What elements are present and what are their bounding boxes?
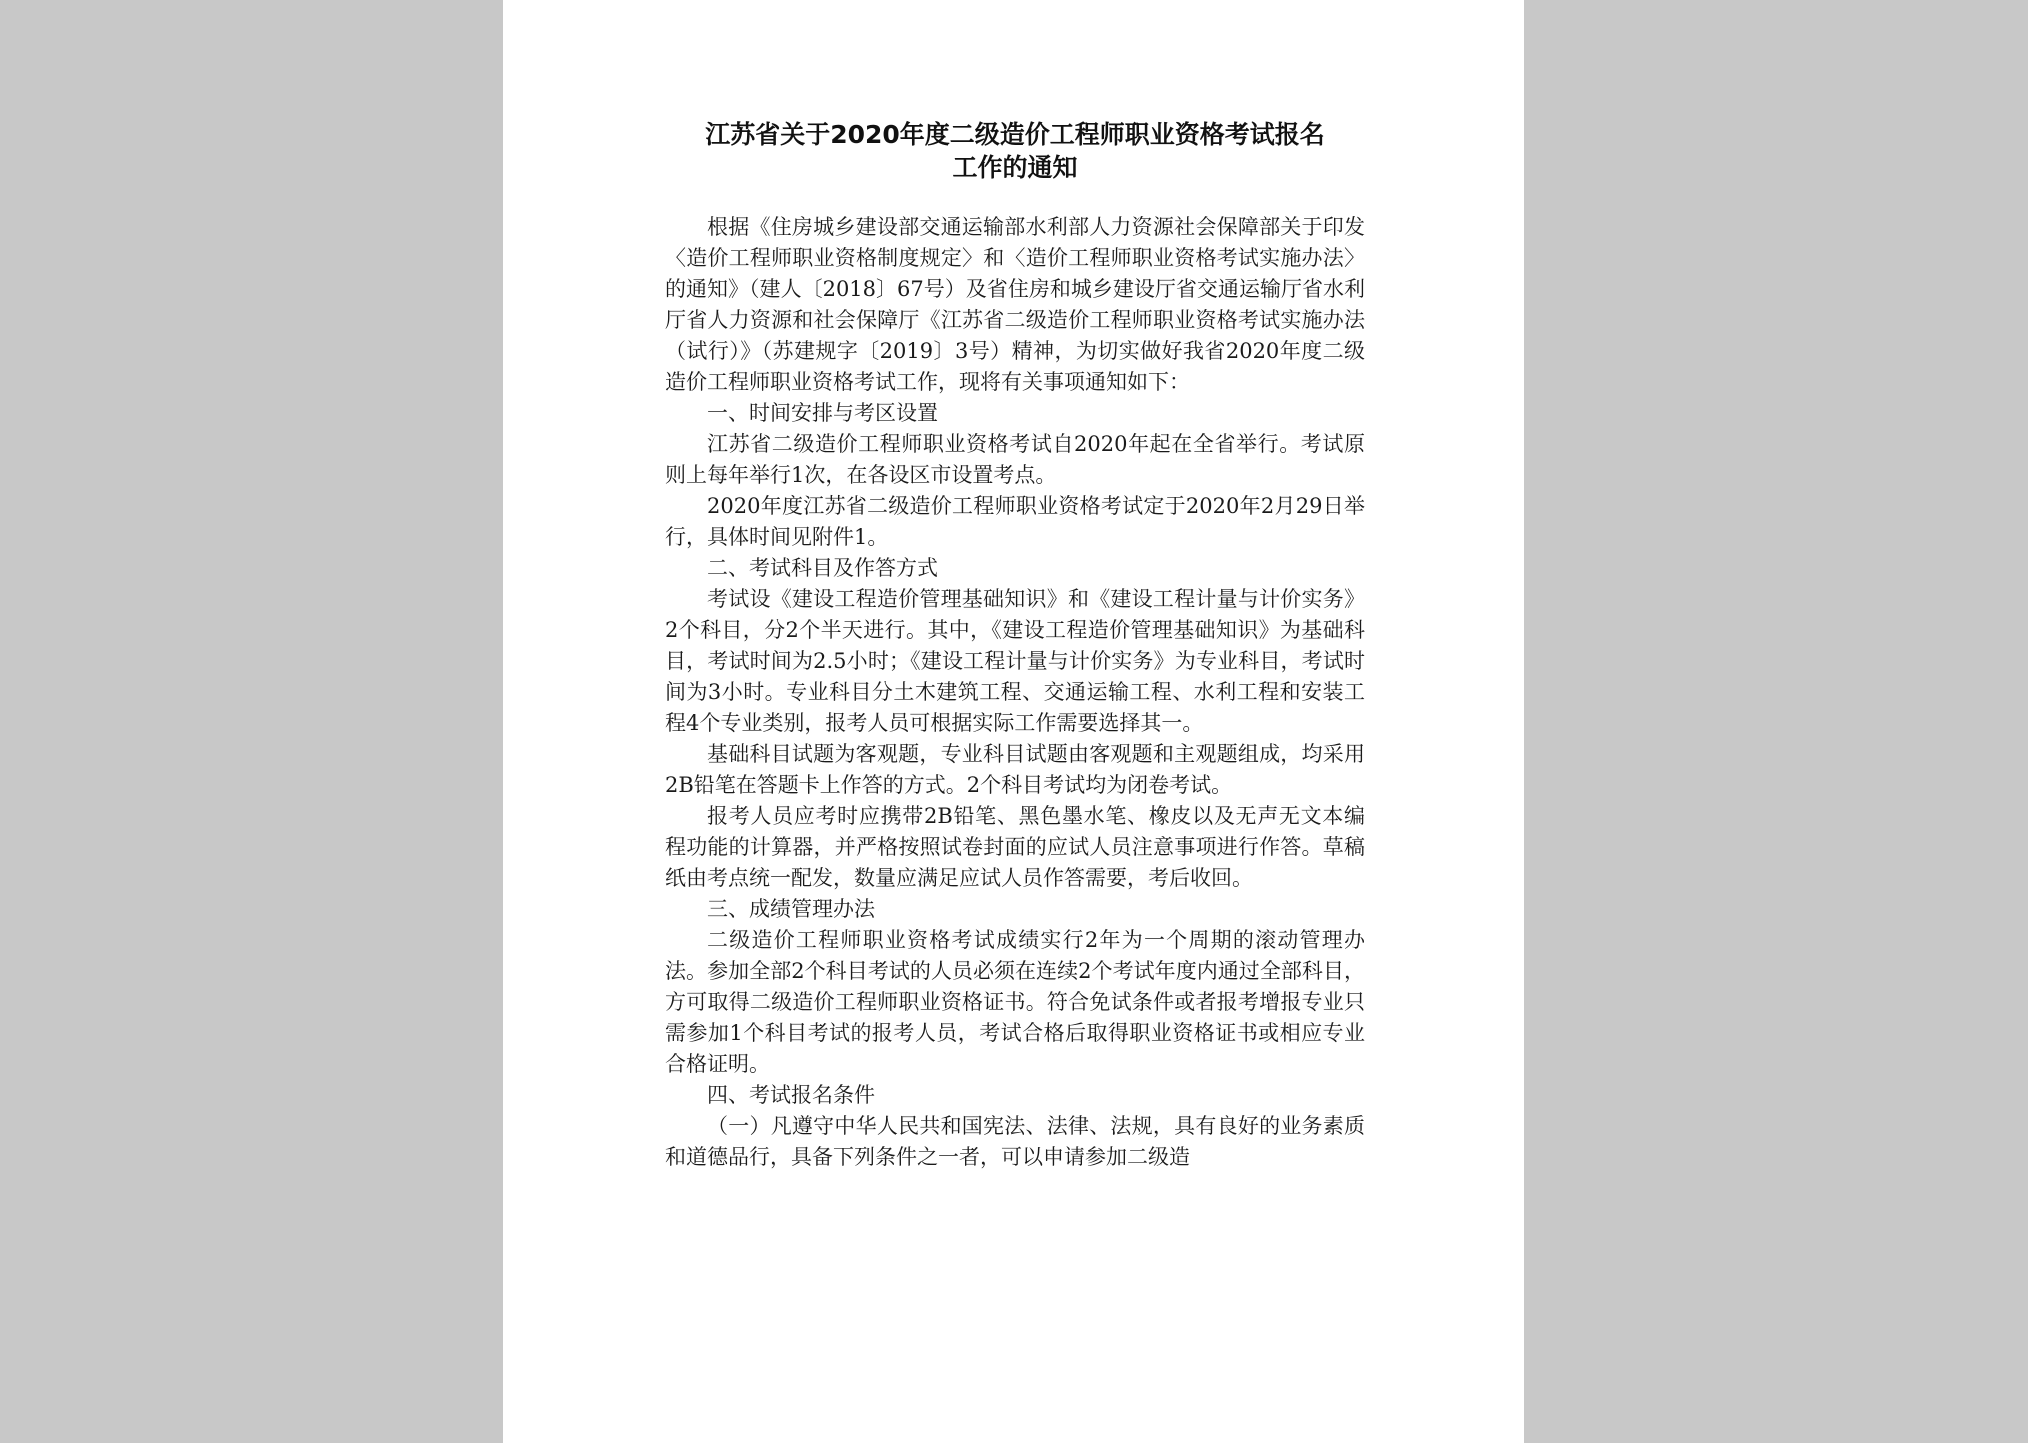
paragraph-intro: 根据《住房城乡建设部交通运输部水利部人力资源社会保障部关于印发〈造价工程师职业资格制度规定〉和〈造价工程师职业资格考试实施办法〉的通知》（建人〔2018〕67号）及省住房和城乡建设厅省交通运输厅省水利厅省人力资源和社会保障厅《江苏省二级造价工程师职业资格考试实施办法（试行）》（苏建规字〔2019〕3号）精神，为切实做好我省2020年度二级造价工程师职业资格考试工作，现将有关事项通知如下： [665,215,1365,394]
paragraph: 考试设《建设工程造价管理基础知识》和《建设工程计量与计价实务》2个科目，分2个半天进行。其中，《建设工程造价管理基础知识》为基础科目，考试时间为2.5小时；《建设工程计量与计价实务》为专业科目，考试时间为3小时。专业科目分土木建筑工程、交通运输工程、水利工程和安装工程4个专业类别，报考人员可根据实际工作需要选择其一。 [665,587,1365,735]
section-heading-2: 二、考试科目及作答方式 [707,556,938,580]
section-heading-1: 一、时间安排与考区设置 [707,401,938,425]
section-heading-4: 四、考试报名条件 [707,1083,875,1107]
paragraph: （一）凡遵守中华人民共和国宪法、法律、法规，具有良好的业务素质和道德品行，具备下列条件之一者，可以申请参加二级造 [665,1114,1365,1169]
paragraph: 二级造价工程师职业资格考试成绩实行2年为一个周期的滚动管理办法。参加全部2个科目考试的人员必须在连续2个考试年度内通过全部科目，方可取得二级造价工程师职业资格证书。符合免试条件或者报考增报专业只需参加1个科目考试的报考人员，考试合格后取得职业资格证书或相应专业合格证明。 [665,928,1365,1076]
document-page [503,0,1524,1443]
title-line-1: 江苏省关于2020年度二级造价工程师职业资格考试报名 [705,120,1325,149]
section-heading-3: 三、成绩管理办法 [707,897,875,921]
paragraph: 2020年度江苏省二级造价工程师职业资格考试定于2020年2月29日举行，具体时间见附件1。 [665,494,1365,549]
paragraph: 基础科目试题为客观题，专业科目试题由客观题和主观题组成，均采用2B铅笔在答题卡上作答的方式。2个科目考试均为闭卷考试。 [665,742,1365,797]
document-title [665,118,1365,184]
title-line-2: 工作的通知 [952,153,1078,182]
document-content [665,118,1365,1173]
paragraph: 报考人员应考时应携带2B铅笔、黑色墨水笔、橡皮以及无声无文本编程功能的计算器，并严格按照试卷封面的应试人员注意事项进行作答。草稿纸由考点统一配发，数量应满足应试人员作答需要，考后收回。 [665,804,1365,890]
paragraph: 江苏省二级造价工程师职业资格考试自2020年起在全省举行。考试原则上每年举行1次，在各设区市设置考点。 [665,432,1365,487]
